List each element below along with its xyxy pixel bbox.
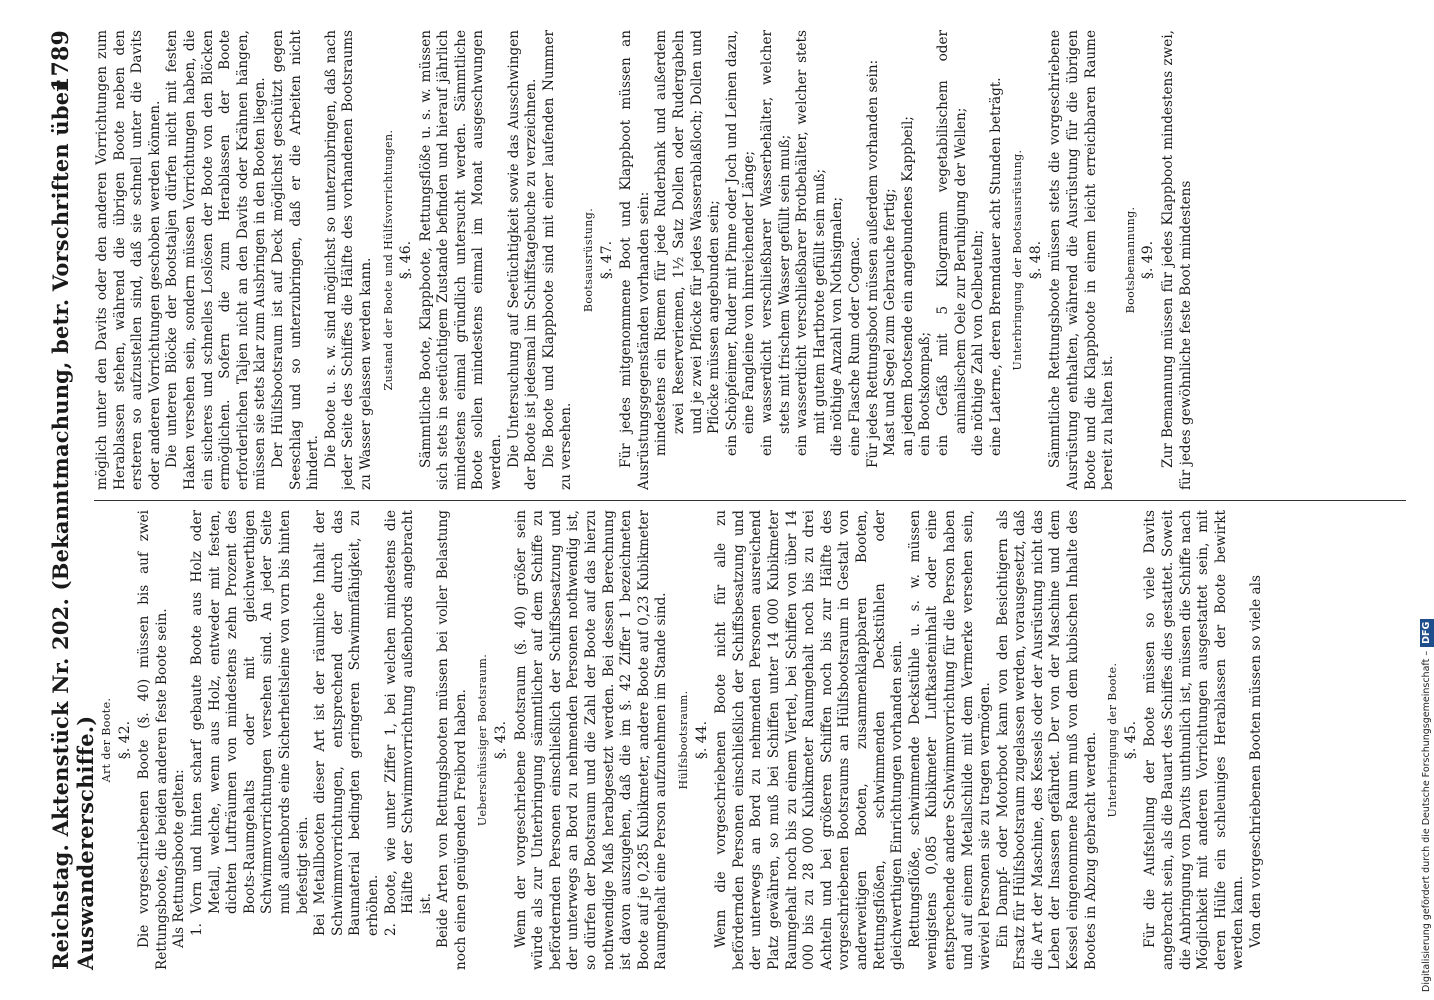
paragraph-number: §. 48.: [1027, 240, 1044, 280]
text-paragraph: Beide Arten von Rettungsbooten müssen bei voller Belastung noch einen genügenden Freibord haben.: [435, 510, 469, 970]
list-item: ein Bootskompaß;: [917, 331, 934, 456]
paragraph-number: §. 49.: [1140, 240, 1157, 280]
text-paragraph: Wenn die vorgeschriebenen Boote nicht für alle zu befördernden Personen einschließlich der Schiffsbesatzung und der unterwegs an Bord zu nehmenden Personen ausreichend Platz gewähren, so muß bei Schiffen unter 14 000 Kubikmeter Raumgehalt noch bis zu einem Viertel, bei Schiffen von über 14 000 bis zu 28 000 Kubikmeter Raumgehalt noch bis zu drei Achteln und bei größeren Schiffen noch bis zur Hälfte des vorgeschriebenen Bootsraums an Hülfsbootsraum in Gestalt von anderweitigen Booten, zusammenklappbaren Booten, Rettungsflößen, schwimmenden Deckstühlen oder gleichwerthigen Einrichtungen vorhanden sein.: [713, 510, 906, 970]
sidebar-credit: [1420, 2, 1434, 992]
section-heading: Zustand der Boote und Hülfsvorrichtungen.: [381, 129, 395, 391]
text-paragraph: Sämmtliche Boote, Klappboote, Rettungsflöße u. s. w. müssen sich stets in seetüchtigem Zustande befinden und hierauf jährlich mindestens einmal gründlich untersucht werden. Sämmtliche Boote sollen mindestens einmal im Monat ausgeschwungen werden.: [417, 30, 505, 490]
text-paragraph: Rettungsflöße, schwimmende Deckstühle u. s. w. müssen wenigstens 0,085 Kubikmeter Luftkasteninhalt oder eine entsprechende andere Schwimmvorrichtung für die Person haben und auf einem Metallschilde mit dem Vermerke versehen sein, wieviel Personen sie zu tragen vermögen.: [906, 510, 994, 970]
text-paragraph: Für jedes Rettungsboot müssen außerdem vorhanden sein:: [864, 59, 881, 468]
text-paragraph: Zur Bemannung müssen für jedes Klappboot mindestens zwei, für jedes gewöhnliche feste Boot mindestens: [1160, 30, 1194, 490]
section-heading: Unterbringung der Boote.: [1106, 662, 1120, 818]
text-paragraph: Für jedes mitgenommene Boot und Klappboot müssen an Ausrüstungsgegenständen vorhanden sein:: [618, 30, 652, 490]
header-title: Reichstag. Aktenstück Nr. 202. (Bekanntmachung, betr. Vorschriften über Auswandererschiffe.): [48, 80, 98, 970]
text-paragraph: Ein Dampf- oder Motorboot kann von den Besichtigern als Ersatz für Hülfsbootsraum zugelassen werden, vorausgesetzt, daß die Art der Maschine, des Kessels oder der Ausrüstung nicht das Leben der Insassen gefährdet. Der von der Maschine und dem Kessel eingenommene Raum muß von dem kubischen Inhalte des Bootes in Abzug gebracht werden.: [994, 510, 1099, 970]
section-heading: Unterbringung der Bootsausrüstung.: [1011, 149, 1025, 371]
digitization-sidebar: [1418, 0, 1434, 1000]
dfg-logo: DFG: [1420, 619, 1434, 647]
column-divider: [94, 500, 1406, 501]
section-heading: Art der Boote.: [100, 697, 113, 783]
section-heading: Bootsbemannung.: [1123, 206, 1137, 314]
list-item: die nöthige Anzahl von Nothsignalen;: [829, 196, 846, 456]
text-paragraph: Wenn der vorgeschriebene Bootsraum (§. 40) größer sein würde als zur Unterbringung sämmtlicher auf dem Schiffe zu befördernden Personen einschließlich der Schiffsbesatzung und der unterwegs an Bord zu nehmenden Personen nothwendig ist, so dürfen der Bootsraum und die Zahl der Boote auf das hierzu nothwendige Maß herabgesetzt werden. Bei dessen Berechnung ist davon auszugehen, daß die im §. 42 Ziffer 1 bezeichneten Boote auf je 0,285 Kubikmeter, andere Boote auf 0,23 Kubikmeter Raumgehalt eine Person aufzunehmen im Stande sind.: [512, 510, 670, 970]
list-item: 1. Vorn und hinten scharf gebaute Boote aus Holz oder Metall, welche, wenn aus Holz, entweder mit festen, dichten Lufträumen von mindestens zehn Prozent des Boots-Raumgehalts oder mit gleichwerthigen Schwimmvorrichtungen versehen sind. An jeder Seite muß außenbords eine Sicherheitsleine von vorn bis hinten befestigt sein.: [188, 510, 311, 936]
text-paragraph: Bei Metallbooten dieser Art ist der räumliche Inhalt der Schwimmvorrichtungen, entsprechend der durch das Baumaterial bedingten geringeren Schwimmfähigkeit, zu erhöhen.: [312, 510, 381, 936]
section-heading: Ueberschüssiger Bootsraum.: [476, 653, 490, 827]
paragraph-number: §. 45.: [1122, 720, 1139, 760]
text-paragraph: Von den vorgeschriebenen Booten müssen so viele als: [1248, 575, 1264, 948]
list-item: ein Schöpfeimer, Ruder mit Pinne oder Joch und Leinen dazu, eine Fangleine von hinreichender Länge;: [723, 30, 758, 456]
list-item: mindestens ein Riemen für jede Ruderbank und außerdem zwei Reserveriemen, 1½ Satz Dollen oder Rudergabeln und je zwei Pflöcke für jedes Wasserablaßloch; Dollen und Pflöcke müssen angebunden sein;: [653, 30, 723, 456]
paragraph-number: §. 43.: [493, 720, 510, 760]
paragraph-number: §. 46.: [398, 240, 415, 280]
section-heading: Hülfsbootsraum.: [677, 690, 690, 790]
left-column: [94, 510, 1408, 970]
list-item: ein Gefäß mit 5 Kilogramm vegetabilischem oder animalischem Oele zur Beruhigung der Wellen;: [934, 30, 969, 456]
list-item: eine Flasche Rum oder Cognac.: [846, 236, 863, 456]
text-paragraph: Der Hülfsbootsraum ist auf Deck möglichst geschützt gegen Seeschlag und so unterzubringen, daß er die Arbeiten nicht hindert.: [269, 30, 322, 490]
right-column: [94, 30, 1408, 490]
paragraph-number: §. 44.: [693, 720, 710, 760]
list-item: ein wasserdicht verschließbarer Brotbehälter, welcher stets mit gutem Hartbrote gefüllt sein muß;: [794, 30, 828, 456]
page-number: 1789: [48, 30, 74, 93]
paragraph-number: §. 47.: [598, 240, 615, 280]
list-item: Mast und Segel zum Gebrauche fertig;: [882, 188, 899, 456]
text-paragraph: Die Boote und Klappboote sind mit einer laufenden Nummer zu versehen.: [540, 30, 575, 490]
text-paragraph: Die unteren Blöcke der Bootstaljen dürfen nicht mit festen Haken versehen sein, sondern müssen Vorrichtungen haben, die ein sicheres und schnelles Loslösen der Boote von den Blöcken ermöglichen. Sofern die zum Herablassen der Boote erforderlichen Taljen nicht an den Davits oder Krähnen hängen, müssen sie stets klar zum Ausbringen in den Booten liegen.: [164, 30, 269, 490]
text-paragraph: Sämmtliche Rettungsboote müssen stets die vorgeschriebene Ausrüstung enthalten, während die Ausrüstung für die übrigen Boote und die Klappboote in einem leicht erreichbaren Raume bereit zu halten ist.: [1047, 30, 1117, 490]
section-heading: Bootsausrüstung.: [582, 207, 596, 313]
paragraph-number: §. 42.: [116, 720, 133, 760]
list-item: eine Laterne, deren Brenndauer acht Stunden beträgt.: [987, 77, 1004, 456]
text-paragraph: Die Untersuchung auf Seetüchtigkeit sowie das Ausschwingen der Boote ist jedesmal im Schiffstagebuche zu verzeichnen.: [505, 30, 540, 490]
text-paragraph: Als Rettungsboote gelten:: [171, 769, 188, 948]
text-paragraph: Die Boote u. s. w. sind möglichst so unterzubringen, daß nach jeder Seite des Schiffes die Hälfte des vorhandenen Bootsraums zu Wasser gelassen werden kann.: [322, 30, 374, 490]
page-header: [40, 30, 98, 970]
list-item: ein wasserdicht verschließbarer Wasserbehälter, welcher stets mit frischem Wasser gefüllt sein muß;: [758, 30, 793, 456]
credit-text: Digitalisierung gefördert durch die Deutsche Forschungsgemeinschaft –: [1421, 650, 1432, 992]
text-paragraph: Die vorgeschriebenen Boote (§. 40) müssen bis auf zwei Rettungsboote, die beiden anderen feste Boote sein.: [136, 510, 170, 970]
text-paragraph: Für die Aufstellung der Boote müssen so viele Davits angebracht sein, als die Bauart des Schiffes dies gestattet. Soweit die Anbringung von Davits unthunlich ist, müssen die Schiffe nach Möglichkeit mit anderen Vorrichtungen ausgestattet sein, mit deren Hülfe ein schleuniges Herablassen der Boote bewirkt werden kann.: [1142, 510, 1247, 970]
list-item: die nöthige Zahl von Oelbeuteln;: [970, 229, 987, 456]
list-item: an jedem Bootsende ein angebundenes Kappbeil;: [899, 116, 916, 456]
text-paragraph: möglich unter den Davits oder den anderen Vorrichtungen zum Herablassen stehen, während die übrigen Boote neben den ersteren so aufzustellen sind, daß sie schnell unter die Davits oder anderen Vorrichtungen geschoben werden können.: [94, 30, 163, 490]
list-item: 2. Boote, wie unter Ziffer 1, bei welchen mindestens die Hälfte der Schwimmvorrichtung außenbords angebracht ist.: [382, 510, 434, 936]
